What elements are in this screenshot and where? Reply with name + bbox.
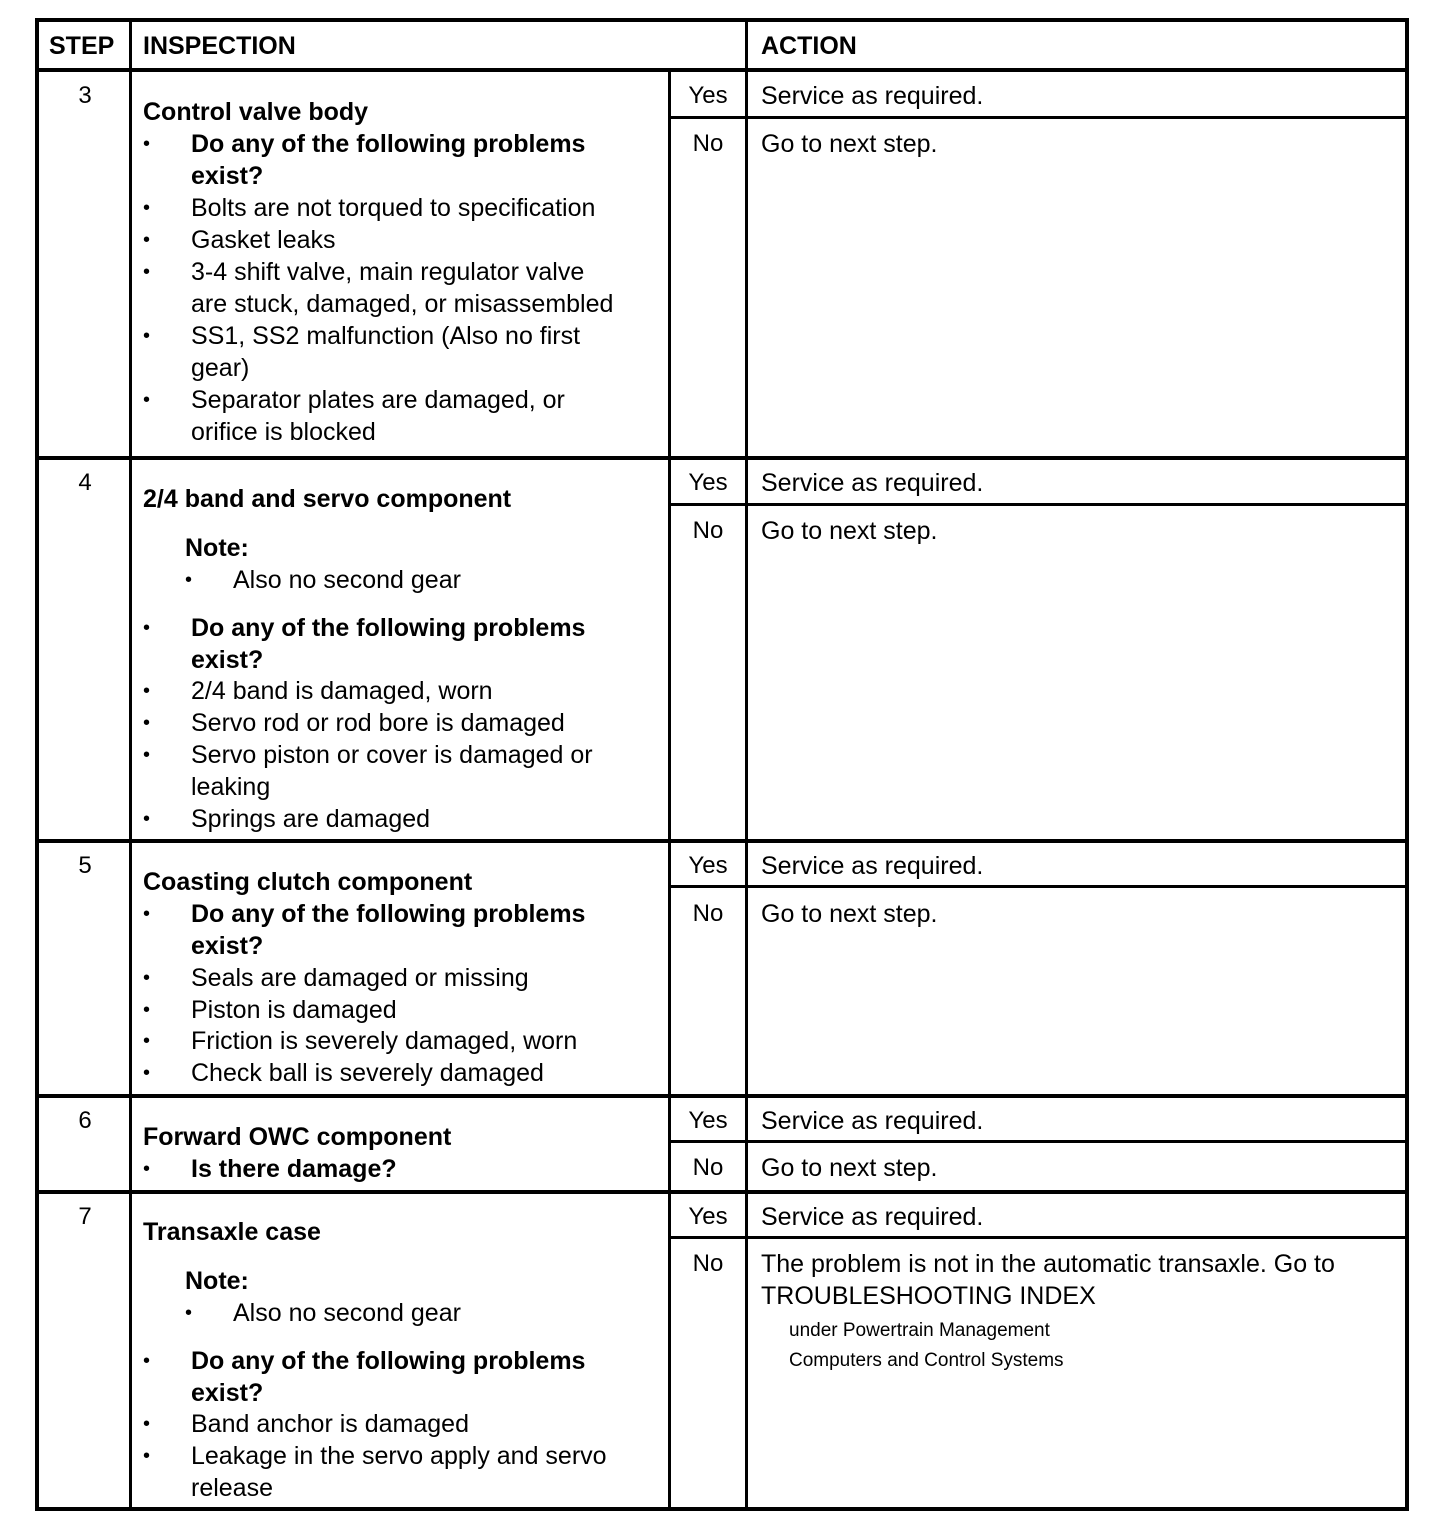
problem-item: Bolts are not torqued to specification (191, 194, 596, 222)
problem-item: Band anchor is damaged (191, 1410, 469, 1438)
bullet-icon: • (143, 903, 151, 925)
column-divider-action (745, 22, 748, 1508)
step-number: 4 (78, 469, 92, 496)
problem-item: 3-4 shift valve, main regulator valve (191, 258, 585, 286)
note-label: Note: (185, 534, 249, 562)
no-action: Go to next step. (761, 1154, 938, 1182)
problem-item: gear) (191, 354, 250, 382)
no-action: The problem is not in the automatic transaxle. Go to (761, 1250, 1335, 1278)
yes-action: Service as required. (761, 1107, 984, 1135)
problem-item: Friction is severely damaged, worn (191, 1027, 578, 1055)
bullet-icon: • (143, 617, 151, 639)
bullet-icon: • (143, 744, 151, 766)
column-divider-step (129, 22, 132, 1508)
yes-action: Service as required. (761, 852, 984, 880)
no-action-note: under Powertrain Management (789, 1320, 1050, 1341)
question-text: Do any of the following problems (191, 130, 586, 158)
yes-label: Yes (688, 1203, 728, 1230)
question-text: exist? (191, 646, 264, 674)
bullet-icon: • (143, 967, 151, 989)
yes-action: Service as required. (761, 469, 984, 497)
inspection-title: Control valve body (143, 98, 369, 126)
header-divider (39, 68, 1405, 72)
bullet-icon: • (143, 229, 151, 251)
question-text: Is there damage? (191, 1155, 397, 1183)
question-text: exist? (191, 1379, 264, 1407)
problem-item: Springs are damaged (191, 805, 431, 833)
question-text: Do any of the following problems (191, 1347, 586, 1375)
no-label: No (692, 1250, 724, 1277)
problem-item: leaking (191, 773, 271, 801)
bullet-icon: • (143, 712, 151, 734)
bullet-icon: • (143, 261, 151, 283)
no-label: No (692, 900, 724, 927)
bullet-icon: • (143, 197, 151, 219)
no-label: No (692, 130, 724, 157)
bullet-icon: • (143, 1350, 151, 1372)
no-action: Go to next step. (761, 130, 938, 158)
yes-label: Yes (688, 852, 728, 879)
step-number: 3 (78, 82, 92, 109)
header-step: STEP (49, 32, 115, 60)
inspection-title: Transaxle case (143, 1218, 321, 1246)
bullet-icon: • (143, 680, 151, 702)
bullet-icon: • (143, 325, 151, 347)
yes-no-divider (669, 885, 1405, 888)
problem-item: Seals are damaged or missing (191, 964, 529, 992)
problem-item: release (191, 1474, 273, 1502)
question-text: Do any of the following problems (191, 900, 586, 928)
no-label: No (692, 1154, 724, 1181)
bullet-icon: • (143, 133, 151, 155)
yes-no-divider (669, 116, 1405, 119)
note-item: Also no second gear (233, 1299, 461, 1327)
bullet-icon: • (185, 1302, 193, 1324)
row-divider (39, 839, 1405, 843)
yes-action: Service as required. (761, 1203, 984, 1231)
problem-item: are stuck, damaged, or misassembled (191, 290, 614, 318)
problem-item: Servo piston or cover is damaged or (191, 741, 593, 769)
step-number: 6 (78, 1107, 92, 1134)
header-inspection: INSPECTION (143, 32, 296, 60)
problem-item: Check ball is severely damaged (191, 1059, 544, 1087)
no-action: Go to next step. (761, 517, 938, 545)
step-number: 7 (78, 1203, 92, 1230)
row-divider (39, 1190, 1405, 1194)
question-text: exist? (191, 932, 264, 960)
no-action-note: Computers and Control Systems (789, 1350, 1064, 1371)
question-text: exist? (191, 162, 264, 190)
problem-item: orifice is blocked (191, 418, 376, 446)
header-action: ACTION (761, 32, 857, 60)
diagnostic-table (35, 18, 1409, 1511)
yes-action: Service as required. (761, 82, 984, 110)
note-label: Note: (185, 1267, 249, 1295)
yes-no-divider (669, 503, 1405, 506)
inspection-title: Forward OWC component (143, 1123, 452, 1151)
inspection-title: Coasting clutch component (143, 868, 473, 896)
problem-item: 2/4 band is damaged, worn (191, 677, 493, 705)
column-divider-inspection (668, 70, 671, 1508)
yes-label: Yes (688, 82, 728, 109)
row-divider (39, 456, 1405, 460)
problem-item: Gasket leaks (191, 226, 336, 254)
no-label: No (692, 517, 724, 544)
yes-label: Yes (688, 469, 728, 496)
yes-label: Yes (688, 1107, 728, 1134)
row-divider (39, 1094, 1405, 1098)
note-item: Also no second gear (233, 566, 461, 594)
problem-item: Piston is damaged (191, 996, 397, 1024)
bullet-icon: • (185, 569, 193, 591)
bullet-icon: • (143, 1062, 151, 1084)
question-text: Do any of the following problems (191, 614, 586, 642)
problem-item: Servo rod or rod bore is damaged (191, 709, 565, 737)
problem-item: SS1, SS2 malfunction (Also no first (191, 322, 581, 350)
problem-item: Separator plates are damaged, or (191, 386, 565, 414)
yes-no-divider (669, 1140, 1405, 1143)
troubleshooting-index-link[interactable]: TROUBLESHOOTING INDEX (761, 1282, 1096, 1310)
bullet-icon: • (143, 999, 151, 1021)
step-number: 5 (78, 852, 92, 879)
no-action: Go to next step. (761, 900, 938, 928)
inspection-title: 2/4 band and servo component (143, 485, 512, 513)
bullet-icon: • (143, 808, 151, 830)
bullet-icon: • (143, 1413, 151, 1435)
bullet-icon: • (143, 1158, 151, 1180)
problem-item: Leakage in the servo apply and servo (191, 1442, 607, 1470)
bullet-icon: • (143, 1030, 151, 1052)
yes-no-divider (669, 1236, 1405, 1239)
bullet-icon: • (143, 1445, 151, 1467)
bullet-icon: • (143, 389, 151, 411)
